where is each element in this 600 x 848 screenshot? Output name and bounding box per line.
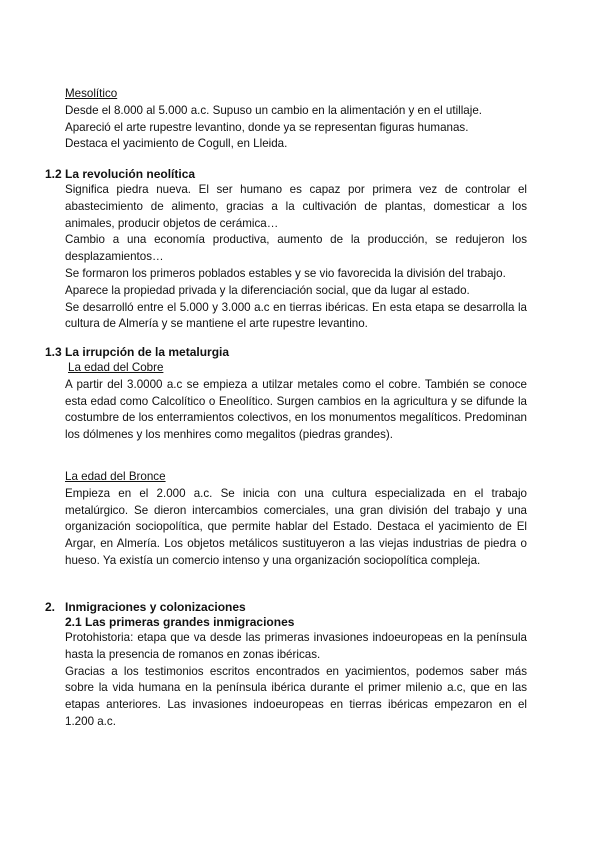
section-1-2-body	[65, 182, 527, 333]
inmigraciones-paragraph-2: Gracias a los testimonios escritos encontrados en yacimientos, podemos saber más sobre la vida humana en la península ibérica durante el primer milenio a.c, que en las etapas anteriores. Las invasiones indoeuropeas en tierras ibéricas empezaron en el 1.200 a.c.	[65, 664, 527, 728]
edad-cobre-section	[65, 360, 527, 444]
section-1-3-heading: 1.3 La irrupción de la metalurgia	[45, 345, 230, 359]
section-2-heading: Inmigraciones y colonizaciones	[65, 600, 246, 614]
edad-cobre-title: La edad del Cobre	[68, 361, 164, 374]
neolitico-paragraph-2: Cambio a una economía productiva, aumento de la producción, se redujeron los desplazamientos…	[65, 233, 527, 264]
section-2-1-body	[65, 630, 527, 731]
neolitico-paragraph-5: Se desarrolló entre el 5.000 y 3.000 a.c en tierras ibéricas. En esta etapa se desarrolla la cultura de Almería y se mantiene el arte rupestre levantino.	[65, 300, 527, 331]
mesolitico-paragraph-2: Apareció el arte rupestre levantino, donde ya se representan figuras humanas.	[65, 120, 469, 134]
neolitico-paragraph-1: Significa piedra nueva. El ser humano es capaz por primera vez de controlar el abastecimiento de alimento, gracias a la cultivación de plantas, domesticar a los animales, producir objetos de cerámica…	[65, 183, 527, 230]
section-2-heading-number: 2.	[45, 600, 56, 614]
section-1-2-heading: 1.2 La revolución neolítica	[45, 167, 196, 181]
mesolitico-title: Mesolítico	[65, 87, 118, 100]
mesolitico-paragraph-1: Desde el 8.000 al 5.000 a.c. Supuso un cambio en la alimentación y en el utillaje.	[65, 103, 482, 117]
inmigraciones-paragraph-1: Protohistoria: etapa que va desde las primeras invasiones indoeuropeas en la península hasta la presencia de romanos en zonas ibéricas.	[65, 631, 527, 661]
mesolitico-paragraph-3: Destaca el yacimiento de Cogull, en Lleida.	[65, 137, 288, 151]
edad-bronce-title: La edad del Bronce	[65, 470, 166, 483]
neolitico-paragraph-4: Aparece la propiedad privada y la diferenciación social, que da lugar al estado.	[65, 283, 470, 297]
edad-bronce-paragraph: Empieza en el 2.000 a.c. Se inicia con una cultura especializada en el trabajo metalúrgico. Se dieron intercambios comerciales, una gran división del trabajo y una organización sociopolítica, que permite hablar del Estado. Destaca el yacimiento de El Argar, en Almería. Los objetos metálicos sustituyeron a las viejas industrias de piedra o hueso. Ya existía un comercio intenso y una organización sociopolítica compleja.	[65, 486, 527, 567]
edad-bronce-section	[65, 469, 527, 570]
mesolitico-section	[65, 86, 527, 153]
section-2-1-heading: 2.1 Las primeras grandes inmigraciones	[65, 615, 295, 629]
edad-cobre-paragraph: A partir del 3.0000 a.c se empieza a utilzar metales como el cobre. También se conoce esta edad como Calcolítico o Eneolítico. Surgen cambios en la agricultura y se difunde la costumbre de los enterramientos colectivos, en los monumentos megalíticos. Predominan los dólmenes y los menhires como megalitos (piedras grandes).	[65, 377, 527, 442]
neolitico-paragraph-3: Se formaron los primeros poblados estables y se vio favorecida la división del trabajo.	[65, 266, 506, 280]
